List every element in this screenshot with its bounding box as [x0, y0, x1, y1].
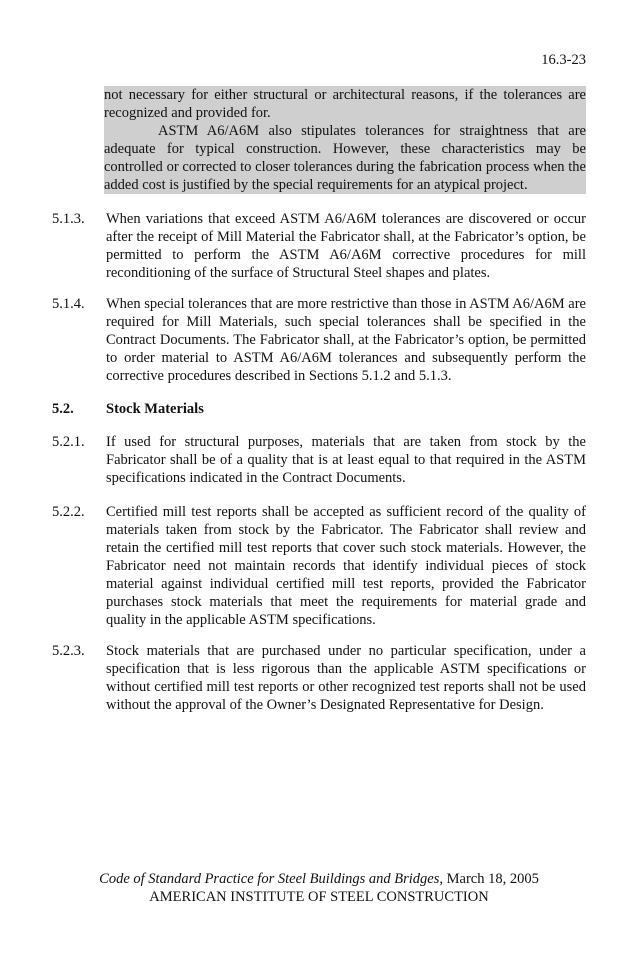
footer-date: , March 18, 2005 [439, 871, 539, 887]
section-title: Stock Materials [106, 401, 204, 417]
section-text: Certified mill test reports shall be accepted as sufficient record of the quality of materials taken from stock by the Fabricator. The Fabricator shall review and retain the certified mill test reports that cover such stock materials. However, the Fabricator need not maintain records that identify individual pieces of stock material against individual certified mill test reports, provided the Fabricator purchases stock materials that meet the requirements for material grade and quality in the applicable ASTM specifications. [106, 504, 586, 628]
section-text: If used for structural purposes, materials that are taken from stock by the Fabricator shall be of a quality that is at least equal to that required in the ASTM specifications indicated in the Contract Documents. [106, 434, 586, 486]
section-5-2-2 [52, 503, 586, 629]
section-number: 5.1.4. [52, 296, 85, 312]
page-footer [0, 870, 638, 906]
section-number: 5.2.2. [52, 504, 85, 520]
section-number: 5.2. [52, 401, 74, 417]
footer-citation [0, 870, 638, 888]
section-number: 5.1.3. [52, 211, 85, 227]
commentary-paragraph: ASTM A6/A6M also stipulates tolerances for straightness that are adequate for typical construction. However, these characteristics may be controlled or corrected to closer tolerances during the fabrication process when the added cost is justified by the special requirements for an atypical project. [104, 123, 586, 193]
section-text: When special tolerances that are more restrictive than those in ASTM A6/A6M are required for Mill Materials, such special tolerances shall be specified in the Contract Documents. The Fabricator shall, at the Fabricator’s option, be permitted to order material to ASTM A6/A6M tolerances and subsequently perform the corrective procedures described in Sections 5.1.2 and 5.1.3. [106, 296, 586, 384]
footer-organization: AMERICAN INSTITUTE OF STEEL CONSTRUCTION [149, 889, 489, 905]
section-text: Stock materials that are purchased under no particular specification, under a specification that is less rigorous than the applicable ASTM specifications or without certified mill test reports or other recognized test reports shall not be used without the approval of the Owner’s Designated Representative for Design. [106, 643, 586, 713]
section-5-2-3 [52, 642, 586, 714]
page-number: 16.3-23 [541, 52, 586, 68]
section-5-2-1 [52, 433, 586, 487]
section-5-1-4 [52, 295, 586, 385]
section-number: 5.2.1. [52, 434, 85, 450]
commentary-paragraph: not necessary for either structural or architectural reasons, if the tolerances are recognized and provided for. [104, 87, 586, 121]
footer-title: Code of Standard Practice for Steel Buildings and Bridges [99, 871, 440, 887]
section-text: When variations that exceed ASTM A6/A6M tolerances are discovered or occur after the receipt of Mill Material the Fabricator shall, at the Fabricator’s option, be permitted to perform the ASTM A6/A6M corrective procedures for mill reconditioning of the surface of Structural Steel shapes and plates. [106, 211, 586, 281]
section-5-2-heading [52, 400, 586, 418]
section-5-1-3 [52, 210, 586, 282]
section-number: 5.2.3. [52, 643, 85, 659]
commentary-box [104, 86, 586, 194]
